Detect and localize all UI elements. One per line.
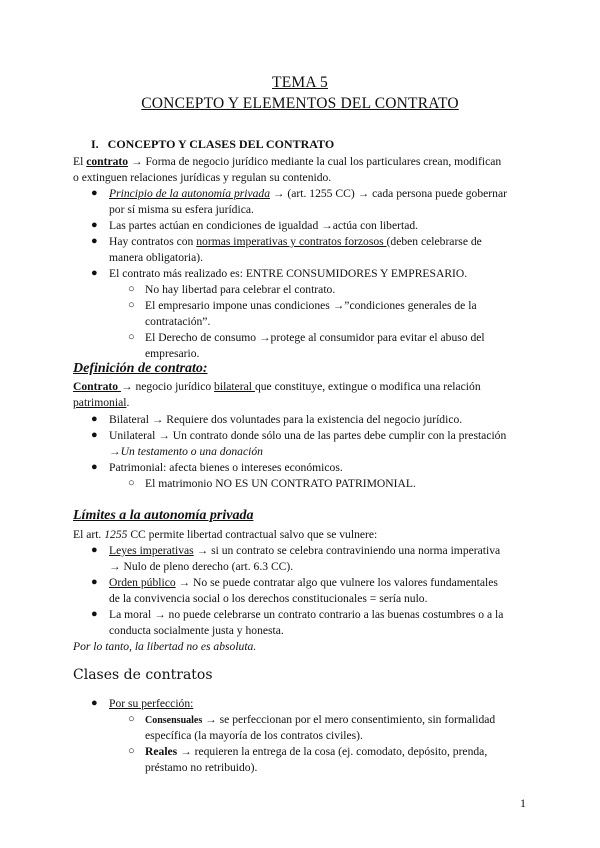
page-number: 1 [520,796,526,810]
normas-underlined: normas imperativas y contratos forzosos [196,235,387,248]
bullet-unilateral-cont [109,444,263,459]
sub-bullet-icon: ○ [128,713,135,725]
bullet-contrato-mas-realizado: El contrato más realizado es: ENTRE CONSUMIDORES Y EMPRESARIO. [109,267,468,280]
leyes-imperativas-rest: → si un contrato se celebra contraviniendo una norma imperativa [193,544,501,557]
definicion-dot: . [126,396,130,409]
bullet-icon: ● [91,461,98,473]
bullet-leyes-imperativas-cont: → Nulo de pleno derecho (art. 6.3 CC). [109,560,294,573]
definicion-b: que constituye, extingue o modifica una relación [254,380,481,393]
bullet-icon: ● [91,267,98,279]
sub-bullet-reales [145,744,487,759]
bullet-icon: ● [91,219,98,231]
bullet-unilateral: Unilateral → Un contrato donde sólo una de las partes debe cumplir con la prestación [109,429,507,442]
sub-bullet-icon: ○ [128,283,135,295]
arrow-glyph: → [109,445,121,458]
bullet-moral: La moral → no puede celebrarse un contrato contrario a las buenas costumbres o a la [109,608,504,621]
bullet-orden-publico [109,575,498,590]
doc-title-line2: CONCEPTO Y ELEMENTOS DEL CONTRATO [141,95,459,112]
limites-intro-article: 1255 [104,528,128,541]
doc-title-line1: TEMA 5 [272,74,328,91]
orden-publico-term: Orden público [109,576,176,589]
bullet-icon: ● [91,608,98,620]
definicion-heading: Definición de contrato: [73,361,208,376]
reales-term: Reales [145,745,178,758]
section1-heading-number: I. [91,137,99,151]
sub-bullet-consumo: El Derecho de consumo →protege al consumidor para evitar el abuso del [145,331,485,344]
bullet-icon: ● [91,576,98,588]
section1-heading-text: CONCEPTO Y CLASES DEL CONTRATO [107,137,335,151]
consensuales-rest: → se perfeccionan por el mero consentimiento, sin formalidad [202,713,496,726]
bullet-icon: ● [91,413,98,425]
sub-bullet-icon: ○ [128,331,135,343]
sub-bullet-consensuales [145,712,495,728]
autonomia-rest: → (art. 1255 CC) → cada persona puede gobernar [270,187,507,200]
sub-bullet-consumo-cont: empresario. [145,347,200,360]
consensuales-term: Consensuales [145,715,203,726]
autonomia-term: Principio de la autonomía privada [109,187,271,200]
sub-bullet-empresario: El empresario impone unas condiciones →”condiciones generales de la [145,299,477,312]
limites-conclusion: Por lo tanto, la libertad no es absoluta. [73,640,257,653]
bullet-orden-publico-cont: de la convivencia social o los derechos constitucionales = sería nulo. [109,592,428,605]
definicion-a: → negocio jurídico [120,380,215,393]
sub-bullet-icon: ○ [128,745,135,757]
bullet-patrimonial: Patrimonial: afecta bienes o intereses económicos. [109,461,343,474]
bullet-por-perfeccion: Por su perfección: [109,697,194,710]
bullet-autonomia [109,186,507,201]
sub-bullet-icon: ○ [128,477,135,489]
limites-intro-a: El art. [73,528,105,541]
normas-prefix: Hay contratos con [109,235,197,248]
section1-heading [91,137,334,152]
limites-heading: Límites a la autonomía privada [73,508,254,523]
clases-heading: Clases de contratos [73,667,213,683]
bullet-autonomia-cont: por sí misma su esfera jurídica. [109,203,254,216]
orden-publico-rest: → No se puede contratar algo que vulnere los valores fundamentales [175,576,498,589]
sub-bullet-reales-cont: préstamo no retribuido). [145,761,258,774]
limites-intro-b: CC permite libertad contractual salvo que se vulnere: [127,528,378,541]
limites-intro [73,527,377,542]
intro-term: contrato [86,155,129,168]
sub-bullet-empresario-cont: contratación”. [145,315,211,328]
bullet-normas-cont: manera obligatoria). [109,251,203,264]
sub-bullet-consensuales-cont: específica (la mayoría de los contratos civiles). [145,729,363,742]
sub-bullet-matrimonio: El matrimonio NO ES UN CONTRATO PATRIMONIAL. [145,477,416,490]
intro-prefix: El [73,155,87,168]
definicion-line [73,379,481,394]
bullet-icon: ● [91,544,98,556]
definicion-term: Contrato [73,380,121,393]
bullet-igualdad: Las partes actúan en condiciones de igualdad →actúa con libertad. [109,219,419,232]
bullet-leyes-imperativas [109,543,500,558]
unilateral-example: Un testamento o una donación [120,445,263,458]
bullet-moral-cont: conducta socialmente justa y honesta. [109,624,284,637]
normas-suffix: (deben celebrarse de [386,235,482,248]
bullet-bilateral: Bilateral → Requiere dos voluntades para la existencia del negocio jurídico. [109,413,463,426]
reales-rest: → requieren la entrega de la cosa (ej. comodato, depósito, prenda, [177,745,488,758]
sub-bullet-icon: ○ [128,299,135,311]
bullet-icon: ● [91,429,98,441]
bullet-normas [109,234,482,249]
section1-intro [73,154,501,169]
bullet-icon: ● [91,697,98,709]
section1-intro-cont: o extinguen relaciones jurídicas y regulan su contenido. [73,171,332,184]
definicion-bilateral: bilateral [214,380,255,393]
bullet-icon: ● [91,187,98,199]
definicion-line-cont [73,395,129,410]
bullet-icon: ● [91,235,98,247]
intro-definition: → Forma de negocio jurídico mediante la cual los particulares crean, modifican [128,155,502,168]
sub-bullet-libertad: No hay libertad para celebrar el contrato. [145,283,336,296]
leyes-imperativas-term: Leyes imperativas [109,544,194,557]
definicion-patrimonial: patrimonial [73,396,127,409]
